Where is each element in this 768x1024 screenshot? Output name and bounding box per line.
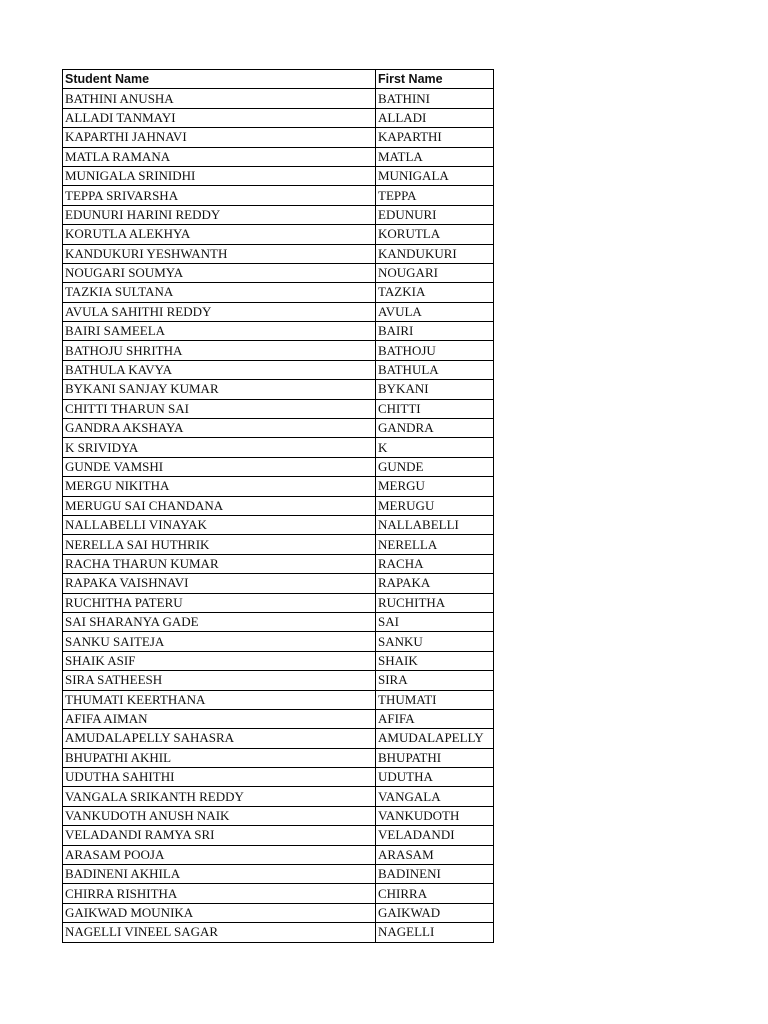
cell-student-name: NAGELLI VINEEL SAGAR [63, 923, 376, 942]
cell-student-name: ALLADI TANMAYI [63, 108, 376, 127]
table-row [63, 709, 494, 728]
cell-student-name: MATLA RAMANA [63, 147, 376, 166]
cell-first-name: NAGELLI [376, 923, 494, 942]
cell-student-name: SANKU SAITEJA [63, 632, 376, 651]
cell-student-name: RACHA THARUN KUMAR [63, 554, 376, 573]
table-row [63, 457, 494, 476]
cell-student-name: KANDUKURI YESHWANTH [63, 244, 376, 263]
cell-student-name: AVULA SAHITHI REDDY [63, 302, 376, 321]
cell-first-name: KORUTLA [376, 225, 494, 244]
cell-first-name: CHITTI [376, 399, 494, 418]
cell-first-name: NALLABELLI [376, 515, 494, 534]
cell-first-name: SIRA [376, 671, 494, 690]
cell-student-name: VANKUDOTH ANUSH NAIK [63, 806, 376, 825]
table-row [63, 826, 494, 845]
table-row [63, 690, 494, 709]
cell-student-name: RUCHITHA PATERU [63, 593, 376, 612]
cell-first-name: EDUNURI [376, 205, 494, 224]
cell-first-name: BHUPATHI [376, 748, 494, 767]
table-row [63, 419, 494, 438]
cell-first-name: SANKU [376, 632, 494, 651]
table-row [63, 865, 494, 884]
cell-first-name: MATLA [376, 147, 494, 166]
table-row [63, 671, 494, 690]
cell-student-name: NERELLA SAI HUTHRIK [63, 535, 376, 554]
table-row [63, 574, 494, 593]
cell-student-name: TEPPA SRIVARSHA [63, 186, 376, 205]
cell-first-name: VANKUDOTH [376, 806, 494, 825]
cell-student-name: BYKANI SANJAY KUMAR [63, 380, 376, 399]
cell-student-name: NOUGARI SOUMYA [63, 263, 376, 282]
cell-student-name: SHAIK ASIF [63, 651, 376, 670]
cell-student-name: MERUGU SAI CHANDANA [63, 496, 376, 515]
table-row [63, 632, 494, 651]
cell-student-name: GAIKWAD MOUNIKA [63, 903, 376, 922]
cell-first-name: BATHULA [376, 360, 494, 379]
cell-student-name: AMUDALAPELLY SAHASRA [63, 729, 376, 748]
cell-first-name: MUNIGALA [376, 166, 494, 185]
cell-first-name: AFIFA [376, 709, 494, 728]
cell-first-name: RAPAKA [376, 574, 494, 593]
cell-student-name: CHITTI THARUN SAI [63, 399, 376, 418]
cell-first-name: VELADANDI [376, 826, 494, 845]
cell-first-name: TAZKIA [376, 283, 494, 302]
cell-first-name: BYKANI [376, 380, 494, 399]
table-row [63, 166, 494, 185]
cell-first-name: MERUGU [376, 496, 494, 515]
cell-first-name: UDUTHA [376, 768, 494, 787]
cell-student-name: K SRIVIDYA [63, 438, 376, 457]
cell-student-name: BATHOJU SHRITHA [63, 341, 376, 360]
table-row [63, 322, 494, 341]
table-row [63, 302, 494, 321]
table-row [63, 244, 494, 263]
table-row [63, 651, 494, 670]
cell-student-name: BATHINI ANUSHA [63, 89, 376, 108]
cell-first-name: CHIRRA [376, 884, 494, 903]
cell-student-name: AFIFA AIMAN [63, 709, 376, 728]
table-row [63, 884, 494, 903]
cell-student-name: UDUTHA SAHITHI [63, 768, 376, 787]
cell-first-name: KANDUKURI [376, 244, 494, 263]
cell-first-name: BADINENI [376, 865, 494, 884]
header-first-name: First Name [376, 70, 494, 89]
header-student-name: Student Name [63, 70, 376, 89]
cell-student-name: VANGALA SRIKANTH REDDY [63, 787, 376, 806]
cell-first-name: RACHA [376, 554, 494, 573]
cell-student-name: VELADANDI RAMYA SRI [63, 826, 376, 845]
header-row [63, 70, 494, 89]
cell-student-name: SIRA SATHEESH [63, 671, 376, 690]
cell-student-name: ARASAM POOJA [63, 845, 376, 864]
cell-first-name: GUNDE [376, 457, 494, 476]
table-row [63, 283, 494, 302]
cell-student-name: GUNDE VAMSHI [63, 457, 376, 476]
cell-first-name: GAIKWAD [376, 903, 494, 922]
table-row [63, 554, 494, 573]
cell-student-name: EDUNURI HARINI REDDY [63, 205, 376, 224]
table-row [63, 923, 494, 942]
table-row [63, 128, 494, 147]
cell-student-name: GANDRA AKSHAYA [63, 419, 376, 438]
cell-first-name: GANDRA [376, 419, 494, 438]
student-table [62, 69, 494, 943]
cell-student-name: BHUPATHI AKHIL [63, 748, 376, 767]
cell-first-name: BAIRI [376, 322, 494, 341]
cell-first-name: NOUGARI [376, 263, 494, 282]
table-row [63, 806, 494, 825]
table-row [63, 535, 494, 554]
cell-first-name: BATHOJU [376, 341, 494, 360]
cell-student-name: MERGU NIKITHA [63, 477, 376, 496]
table-row [63, 729, 494, 748]
cell-student-name: SAI SHARANYA GADE [63, 612, 376, 631]
table-row [63, 380, 494, 399]
cell-first-name: NERELLA [376, 535, 494, 554]
table-row [63, 845, 494, 864]
cell-first-name: THUMATI [376, 690, 494, 709]
table-row [63, 147, 494, 166]
cell-student-name: BAIRI SAMEELA [63, 322, 376, 341]
table-row [63, 186, 494, 205]
cell-student-name: BATHULA KAVYA [63, 360, 376, 379]
table-row [63, 205, 494, 224]
table-row [63, 360, 494, 379]
table-row [63, 787, 494, 806]
table-row [63, 593, 494, 612]
table-row [63, 748, 494, 767]
table-row [63, 341, 494, 360]
table-row [63, 225, 494, 244]
cell-first-name: ALLADI [376, 108, 494, 127]
table-row [63, 399, 494, 418]
table-row [63, 515, 494, 534]
cell-first-name: K [376, 438, 494, 457]
cell-first-name: TEPPA [376, 186, 494, 205]
cell-first-name: ARASAM [376, 845, 494, 864]
table-row [63, 477, 494, 496]
cell-student-name: THUMATI KEERTHANA [63, 690, 376, 709]
table-row [63, 496, 494, 515]
cell-first-name: MERGU [376, 477, 494, 496]
cell-student-name: TAZKIA SULTANA [63, 283, 376, 302]
cell-first-name: SAI [376, 612, 494, 631]
cell-student-name: CHIRRA RISHITHA [63, 884, 376, 903]
cell-first-name: RUCHITHA [376, 593, 494, 612]
cell-first-name: KAPARTHI [376, 128, 494, 147]
cell-first-name: BATHINI [376, 89, 494, 108]
cell-student-name: BADINENI AKHILA [63, 865, 376, 884]
cell-first-name: SHAIK [376, 651, 494, 670]
cell-first-name: VANGALA [376, 787, 494, 806]
table-row [63, 612, 494, 631]
table-row [63, 438, 494, 457]
cell-student-name: KAPARTHI JAHNAVI [63, 128, 376, 147]
table-row [63, 263, 494, 282]
spreadsheet-page [62, 69, 493, 943]
cell-student-name: RAPAKA VAISHNAVI [63, 574, 376, 593]
cell-student-name: MUNIGALA SRINIDHI [63, 166, 376, 185]
table-row [63, 89, 494, 108]
cell-student-name: KORUTLA ALEKHYA [63, 225, 376, 244]
cell-first-name: AMUDALAPELLY [376, 729, 494, 748]
cell-student-name: NALLABELLI VINAYAK [63, 515, 376, 534]
table-row [63, 903, 494, 922]
table-row [63, 108, 494, 127]
table-body [63, 89, 494, 942]
cell-first-name: AVULA [376, 302, 494, 321]
table-row [63, 768, 494, 787]
